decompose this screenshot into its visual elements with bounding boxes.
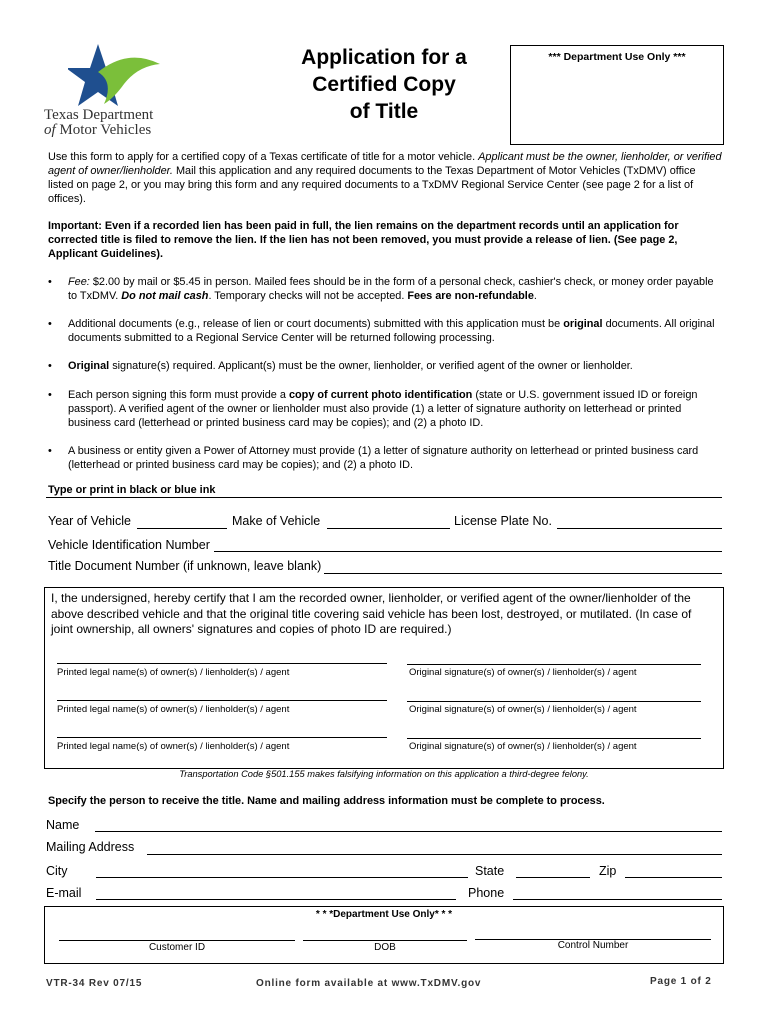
title-doc-field[interactable] (324, 573, 722, 574)
dept-use-box-top (510, 45, 724, 145)
intro-text-b: Applicant must be the owner, lienholder, or verified agent of owner/lienholder. (48, 151, 722, 177)
signature-line-1[interactable] (407, 664, 701, 665)
photo-bold: copy of current photo identification (288, 389, 473, 401)
printed-name-label-1: Printed legal name(s) of owner(s) / lienholder(s) / agent (57, 667, 290, 678)
email-field[interactable] (96, 899, 456, 900)
printed-name-label-2: Printed legal name(s) of owner(s) / lienholder(s) / agent (57, 704, 290, 715)
mailing-field[interactable] (147, 854, 722, 855)
certification-box (44, 587, 724, 769)
make-field[interactable] (327, 528, 450, 529)
bullet-dot: • (48, 389, 52, 401)
fee-text: $2.00 by mail or $5.45 in person. Mailed fees should be in the form of a personal check, cashier's check, or money order payable to TxDMV. (68, 276, 714, 302)
signature-label-2: Original signature(s) of owner(s) / lienholder(s) / agent (409, 704, 637, 715)
fee-nonrefundable: Fees are non-refundable (407, 290, 534, 302)
form-title (270, 44, 498, 125)
title-line-1: Application for a (301, 46, 467, 69)
photo-text-2: (state or U.S. government issued ID or foreign passport). A verified agent of the owner or lienholder must also provide (1) a letter of signature authority on letterhead or printed business card (letterhead or printed business card may be copies); and (2) a photo ID. (68, 389, 698, 429)
docs-text-1: Additional documents (e.g., release of lien or court documents) submitted with this application must be (68, 318, 561, 330)
title-line-3: of Title (349, 100, 419, 123)
state-field[interactable] (516, 877, 590, 878)
ink-note: Type or print in black or blue ink (48, 484, 216, 496)
bullet-fee: • Fee: $2.00 by mail or $5.45 in person. Mailed fees should be in the form of a personal check, cashier's check, or money order payable to TxDMV. Do not mail cash. Temporary checks will not be accepted. Fees are non-refundable. (48, 276, 714, 302)
online-form-note: Online form available at www.TxDMV.gov (256, 978, 482, 989)
star-icon (68, 42, 168, 108)
vin-label: Vehicle Identification Number (48, 538, 210, 552)
agency-name-line1: Texas Department (44, 107, 154, 123)
city-field[interactable] (96, 877, 468, 878)
certification-text: I, the undersigned, hereby certify that I am the recorded owner, lienholder, or verified agent of the owner/lienholder of the above described vehicle and that the original title covering said vehicle has been lost, destroyed, or mutilated. (In case of joint ownership, all owners' signatures and copies of photo ID are required.) (51, 591, 692, 636)
fee-text-2: . Temporary checks will not be accepted. (208, 290, 405, 302)
signature-line-2[interactable] (407, 701, 701, 702)
make-label: Make of Vehicle (232, 514, 321, 528)
form-id: VTR-34 Rev 07/15 (46, 978, 143, 989)
plate-label: License Plate No. (454, 514, 552, 528)
bullet-photo-id (48, 388, 722, 430)
fee-label: Fee: (68, 276, 90, 288)
ink-divider (46, 497, 722, 498)
bullet-dot: • (48, 276, 52, 288)
penal-note: Transportation Code §501.155 makes falsifying information on this application a third-degree felony. (179, 769, 589, 779)
vin-field[interactable] (214, 551, 722, 552)
mailing-label: Mailing Address (46, 840, 135, 854)
poa-text: A business or entity given a Power of Attorney must provide (1) a letter of signature authority on letterhead or printed business card (letterhead or printed business card may be copies); and (2) a photo ID. (68, 445, 699, 471)
signature-label-1: Original signature(s) of owner(s) / lienholder(s) / agent (409, 667, 637, 678)
dept-use-bottom-label: * * *Department Use Only* * * (315, 909, 453, 920)
docs-text-2: documents. All original documents submitted to a Regional Service Center will be returned following processing. (68, 318, 715, 344)
txdmv-logo (44, 42, 184, 142)
zip-field[interactable] (625, 877, 722, 878)
customer-id-line (59, 940, 295, 941)
year-field[interactable] (137, 528, 227, 529)
agency-of: of (44, 122, 56, 138)
signature-label-3: Original signature(s) of owner(s) / lienholder(s) / agent (409, 741, 637, 752)
printed-name-label-3: Printed legal name(s) of owner(s) / lienholder(s) / agent (57, 741, 290, 752)
agency-motor-vehicles: Motor Vehicles (59, 122, 152, 138)
printed-name-line-3[interactable] (57, 737, 387, 738)
plate-field[interactable] (557, 528, 722, 529)
intro-text-c: Mail this application and any required documents to the Texas Department of Motor Vehicles (TxDMV) office listed on page 2, or you may bring this form and any required documents to a TxDMV Regional Service Center (see page 2 for a list of offices). (48, 165, 696, 205)
dept-use-box-bottom (44, 906, 724, 964)
intro-text-a: Use this form to apply for a certified copy of a Texas certificate of title for a motor vehicle. (48, 151, 476, 163)
intro-paragraph (48, 150, 722, 206)
printed-name-line-1[interactable] (57, 663, 387, 664)
dob-line (303, 940, 467, 941)
zip-label: Zip (599, 864, 617, 878)
bullet-dot: • (48, 445, 52, 457)
important-note: Important: Even if a recorded lien has been paid in full, the lien remains on the department records until an application for corrected title is filed to remove the lien. If the lien has not been removed, you must provide a release of lien. (See page 2, Applicant Guidelines). (48, 220, 679, 260)
page-number: Page 1 of 2 (650, 976, 712, 987)
city-label: City (46, 864, 68, 878)
email-label: E-mail (46, 886, 82, 900)
title-doc-label: Title Document Number (if unknown, leave blank) (48, 559, 322, 573)
bullet-original-signature (48, 359, 722, 373)
customer-id-label: Customer ID (148, 942, 206, 953)
sig-text: signature(s) required. Applicant(s) must be the owner, lienholder, or verified agent of the owner or lienholder. (112, 360, 633, 372)
year-label: Year of Vehicle (48, 514, 131, 528)
bullet-power-of-attorney (48, 444, 722, 472)
dob-label: DOB (374, 942, 396, 953)
sig-original: Original (68, 360, 110, 372)
phone-field[interactable] (513, 899, 722, 900)
name-label: Name (46, 818, 80, 832)
phone-label: Phone (468, 886, 505, 900)
name-field[interactable] (95, 831, 722, 832)
control-number-label: Control Number (557, 940, 629, 951)
agency-name-line2 (44, 123, 151, 138)
fee-no-cash: Do not mail cash (121, 290, 209, 302)
bullet-dot: • (48, 318, 52, 330)
bullet-dot: • (48, 360, 52, 372)
state-label: State (475, 864, 505, 878)
photo-text-1: Each person signing this form must provide a (68, 389, 286, 401)
docs-original: original (563, 318, 603, 330)
recipient-heading: Specify the person to receive the title. Name and mailing address information must be complete to process. (48, 795, 605, 807)
printed-name-line-2[interactable] (57, 700, 387, 701)
bullet-additional-docs (48, 317, 722, 345)
title-line-2: Certified Copy (312, 73, 456, 96)
dept-use-label: *** Department Use Only *** (548, 51, 686, 63)
signature-line-3[interactable] (407, 738, 701, 739)
